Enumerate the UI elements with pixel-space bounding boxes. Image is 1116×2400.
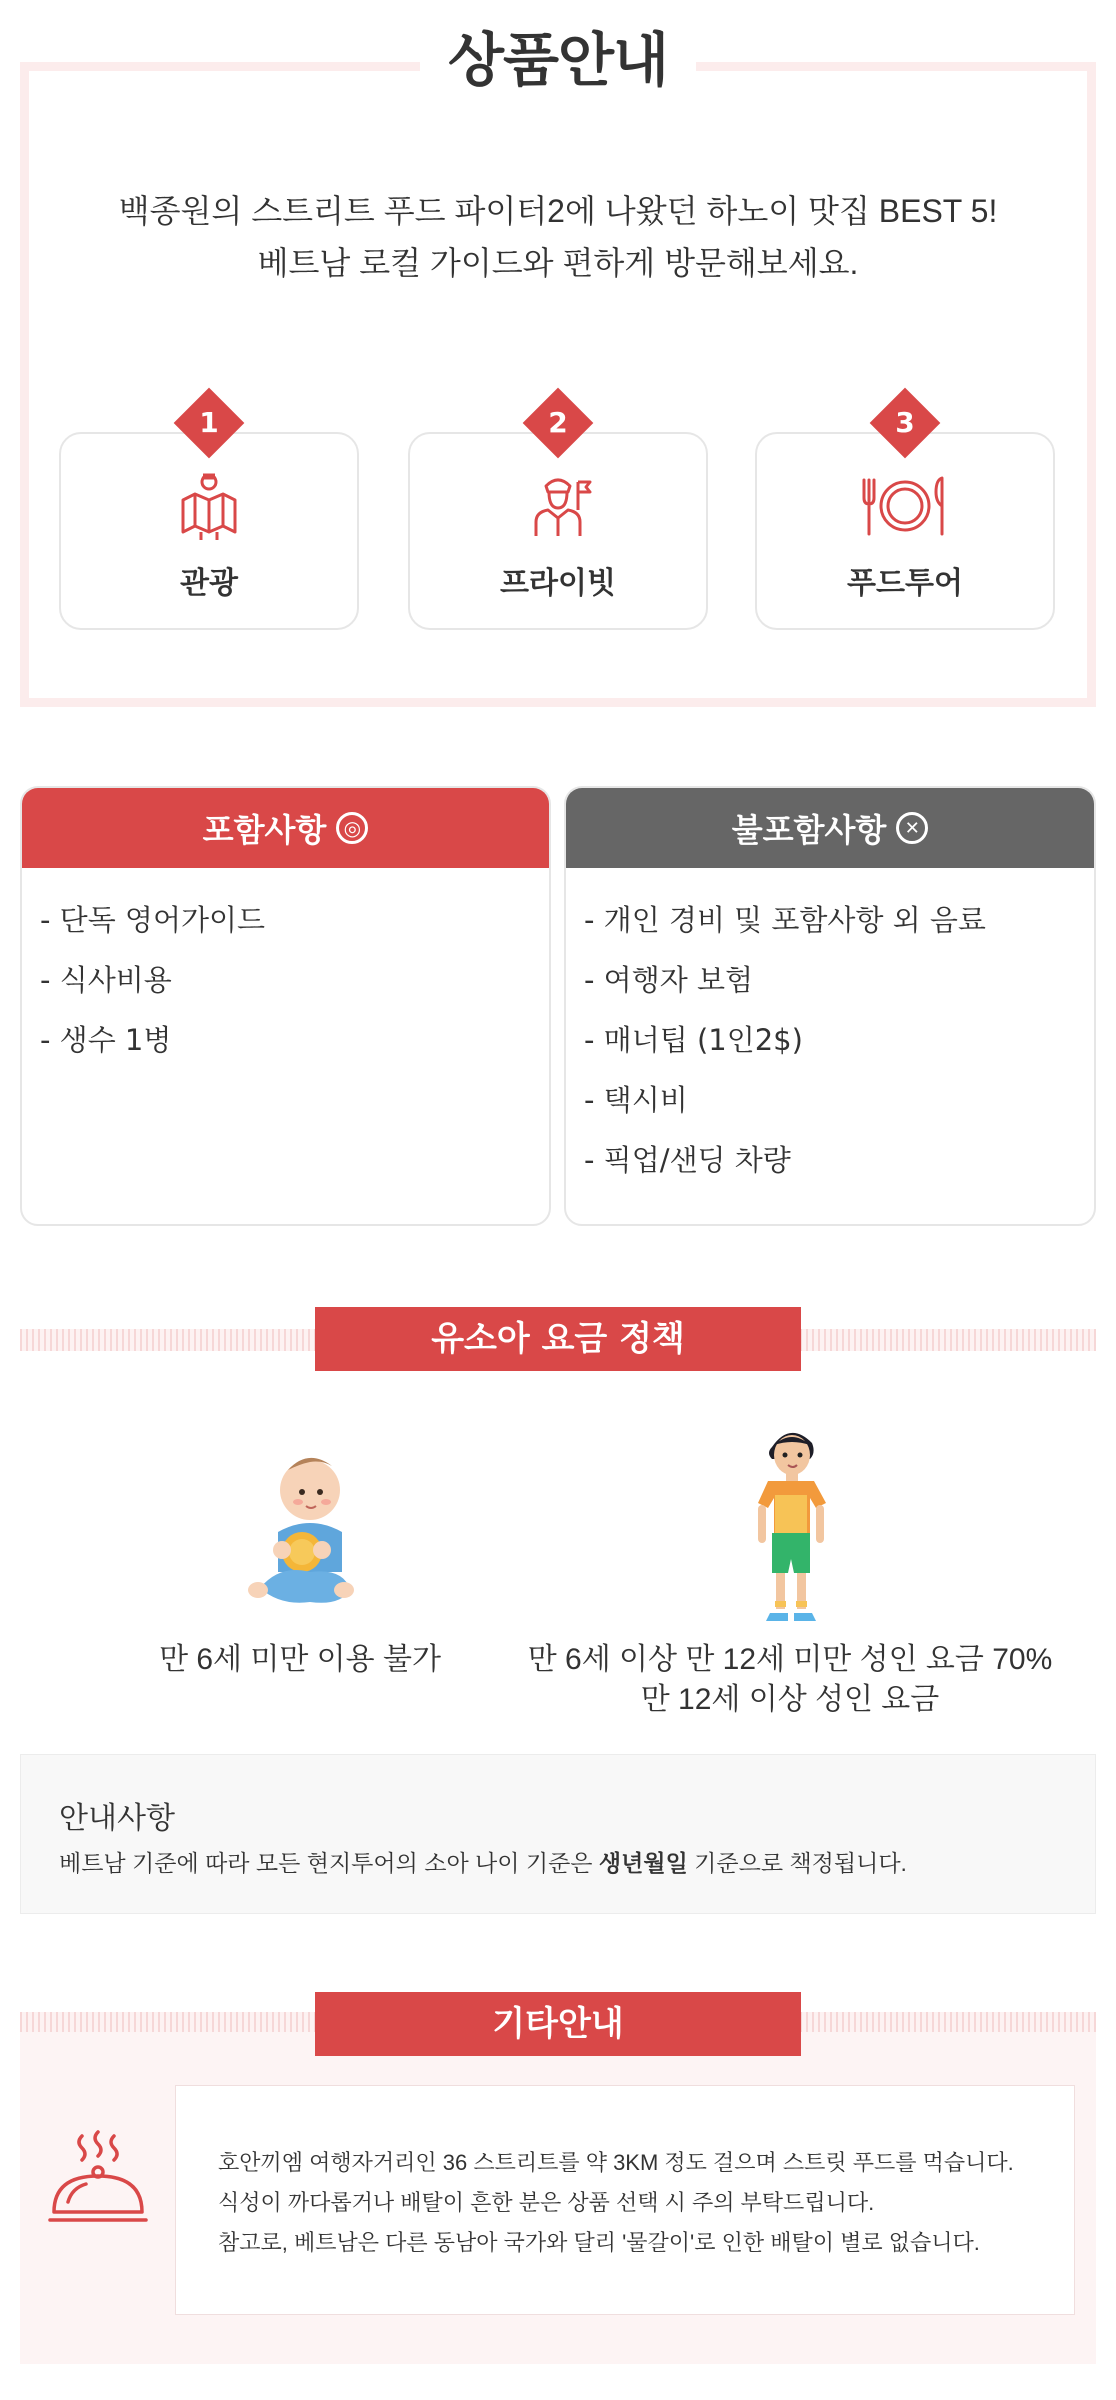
- notice-text-suffix: 기준으로 책정됩니다.: [687, 1850, 907, 1876]
- list-item: - 택시비: [584, 1083, 688, 1117]
- excluded-title: 불포함사항: [731, 811, 887, 849]
- badge-number: 1: [199, 406, 219, 439]
- list-item: - 매너팁 (1인2$): [584, 1023, 803, 1057]
- etc-line-2: 식성이 까다롭거나 배탈이 흔한 분은 상품 선택 시 주의 부탁드립니다.: [218, 2190, 875, 2215]
- description-line-2: 베트남 로컬 가이드와 편하게 방문해보세요.: [257, 245, 859, 281]
- included-circle-icon: ◎: [336, 812, 368, 844]
- list-item: - 여행자 보험: [584, 963, 753, 997]
- included-box: [20, 786, 551, 1226]
- notice-box: [20, 1754, 1096, 1914]
- excluded-list: [566, 868, 1094, 1190]
- child-fare-caption-line-2: 만 12세 이상 성인 요금: [640, 1683, 940, 1716]
- included-list: [22, 868, 549, 1070]
- private-guide-icon: [522, 470, 594, 542]
- list-item: - 생수 1병: [40, 1023, 172, 1057]
- badge-number: 2: [548, 406, 568, 439]
- etc-line-1: 호안끼엠 여행자거리인 36 스트리트를 약 3KM 정도 걸으며 스트릿 푸드를 먹습니다.: [218, 2150, 1014, 2175]
- plate-cutlery-icon: [858, 470, 952, 542]
- tourist-map-icon: [173, 470, 245, 542]
- feature-label-sightseeing: 관광: [180, 566, 238, 601]
- etc-content-box: [175, 2085, 1075, 2315]
- excluded-x-icon: ✕: [896, 812, 928, 844]
- baby-illustration: [240, 1450, 360, 1610]
- excluded-box: [564, 786, 1096, 1226]
- notice-text-prefix: 베트남 기준에 따라 모든 현지투어의 소아 나이 기준은: [59, 1850, 599, 1876]
- list-item: - 개인 경비 및 포함사항 외 음료: [584, 903, 986, 937]
- infant-fare-caption: 만 6세 미만 이용 불가: [159, 1643, 441, 1676]
- badge-number: 3: [895, 406, 915, 439]
- child-fare-title: 유소아 요금 정책: [315, 1307, 801, 1371]
- feature-label-food-tour: 푸드투어: [847, 566, 963, 601]
- feature-label-private: 프라이빗: [500, 566, 616, 601]
- child-fare-caption-line-1: 만 6세 이상 만 12세 미만 성인 요금 70%: [527, 1643, 1053, 1676]
- food-cloche-icon: [46, 2128, 150, 2232]
- included-header: [22, 788, 549, 868]
- notice-text-bold: 생년월일: [598, 1850, 688, 1876]
- etc-line-3: 참고로, 베트남은 다른 동남아 국가와 달리 '물갈이'로 인한 배탈이 별로 없습니다.: [218, 2230, 980, 2255]
- description-line-1: 백종원의 스트리트 푸드 파이터2에 나왔던 하노이 맛집 BEST 5!: [118, 193, 998, 229]
- child-illustration: [748, 1425, 834, 1630]
- notice-text: [59, 1845, 907, 1878]
- included-title: 포함사항: [202, 811, 327, 849]
- excluded-header: [566, 788, 1094, 868]
- notice-title: 안내사항: [59, 1801, 175, 1836]
- etc-title: 기타안내: [315, 1992, 801, 2056]
- list-item: - 픽업/샌딩 차량: [584, 1143, 791, 1177]
- child-fare-caption: [520, 1640, 1060, 1720]
- product-info-title: 상품안내: [447, 26, 669, 94]
- product-info-description: [40, 185, 1076, 289]
- product-info-title-wrap: [420, 20, 696, 100]
- list-item: - 단독 영어가이드: [40, 903, 265, 937]
- list-item: - 식사비용: [40, 963, 172, 997]
